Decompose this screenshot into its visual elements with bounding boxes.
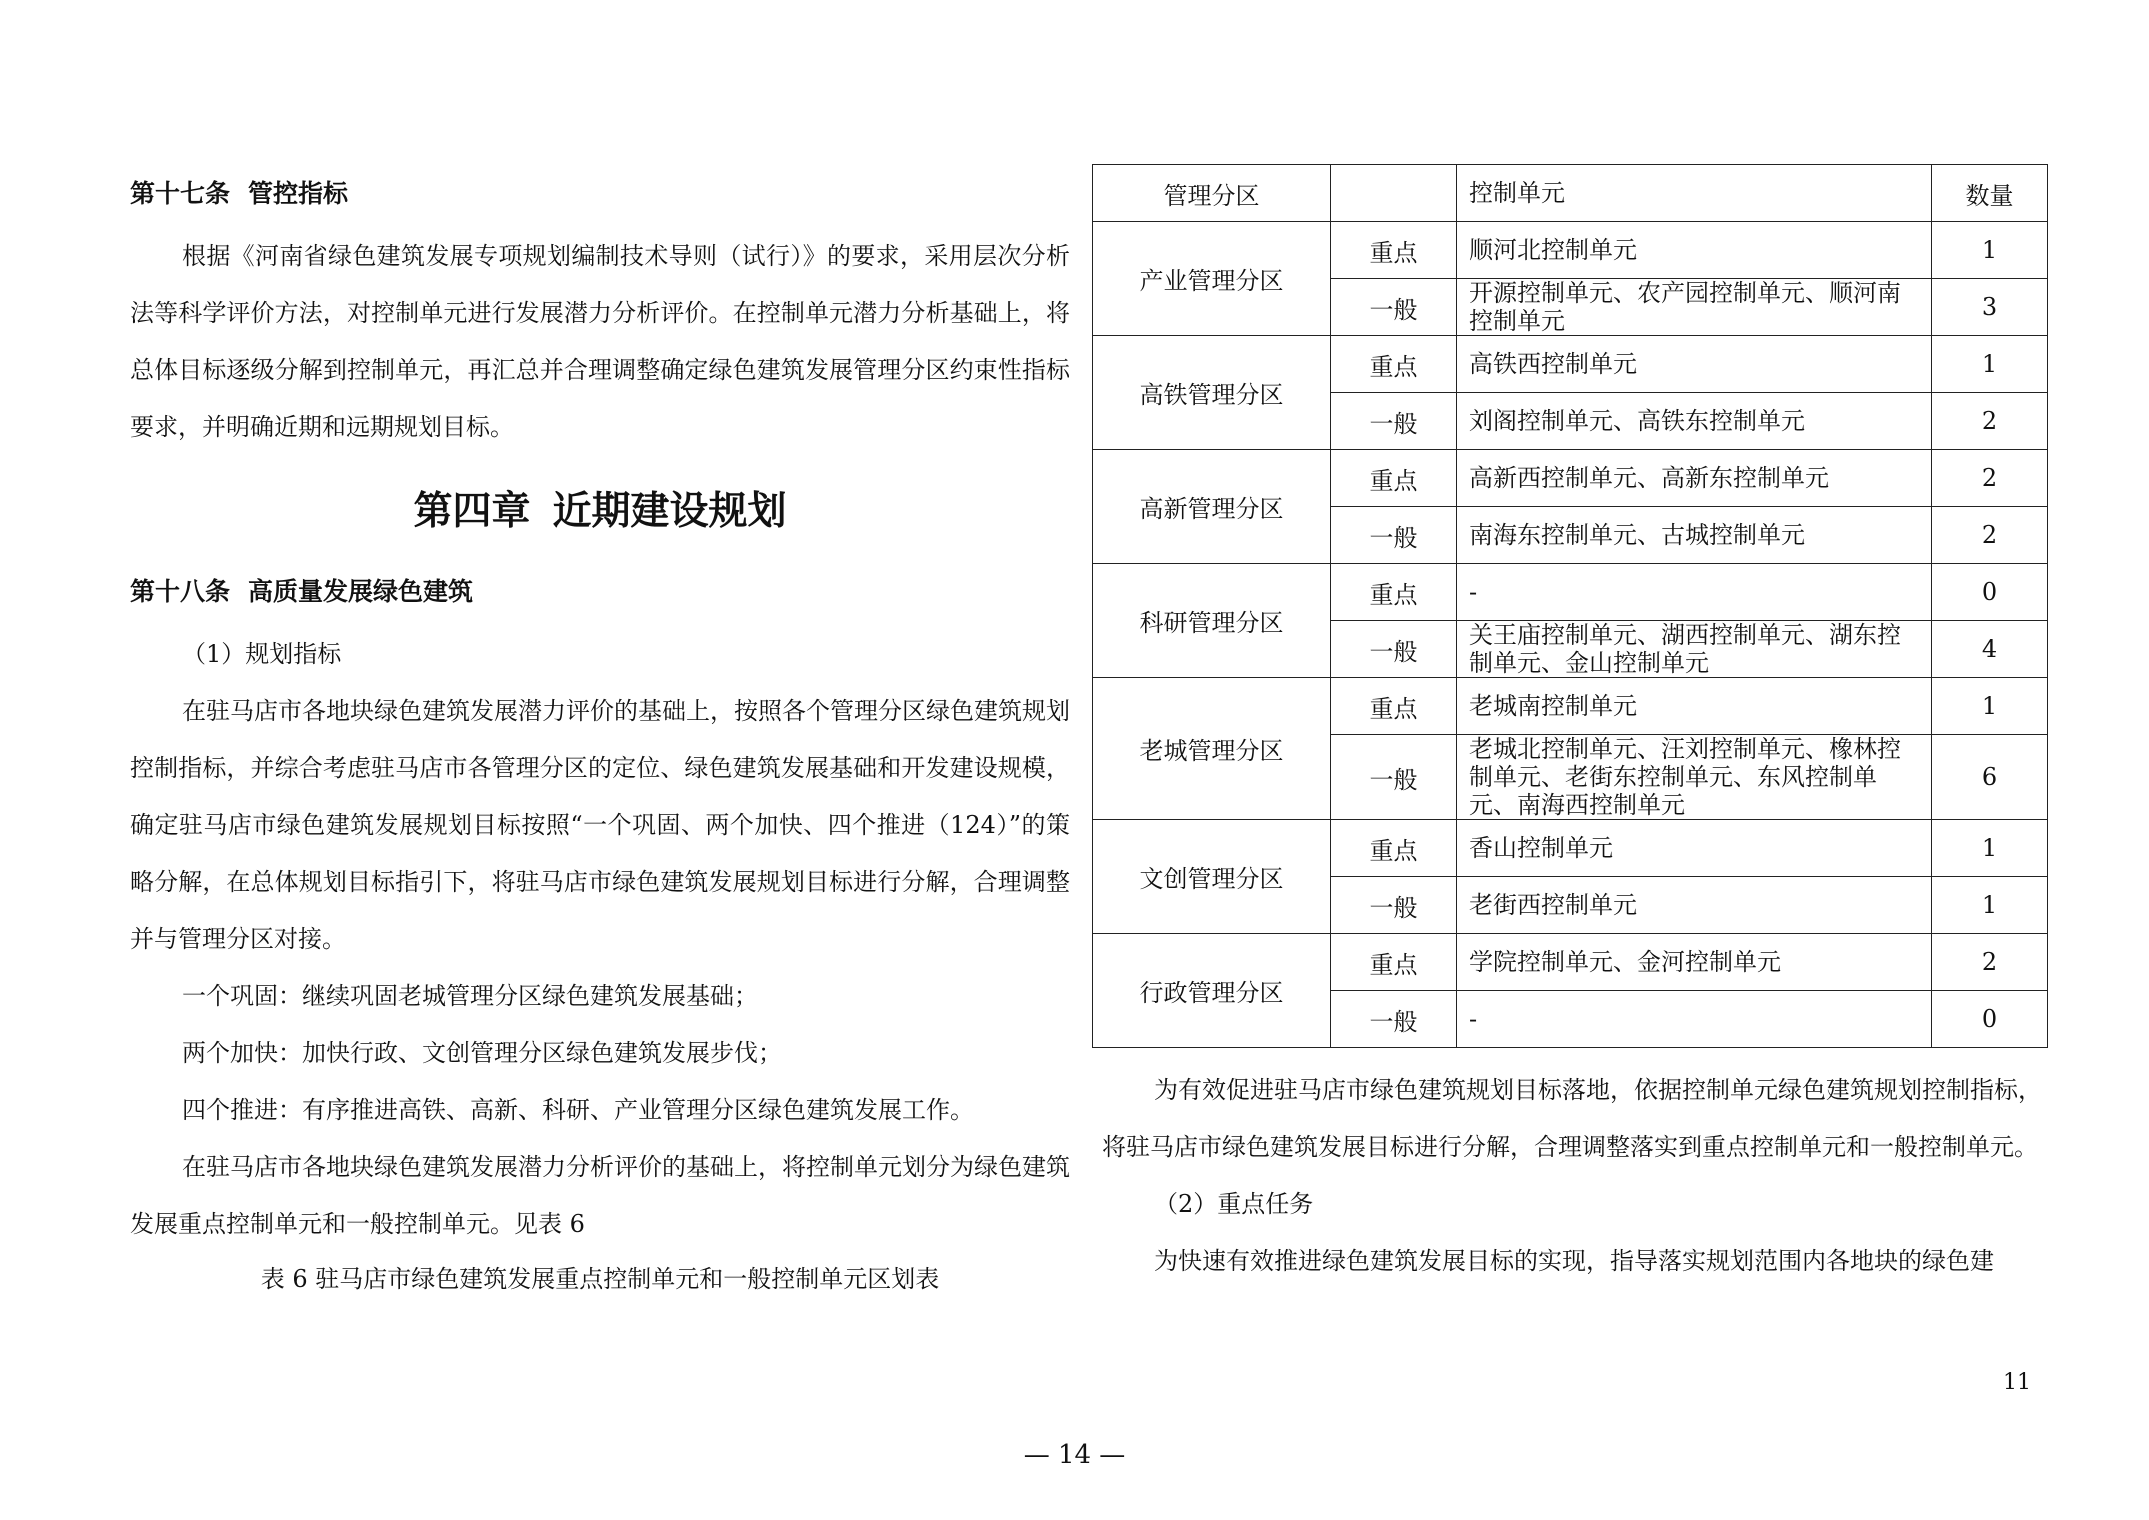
table-row [1093, 564, 2048, 621]
units-cell: 高铁西控制单元 [1457, 336, 1932, 393]
control-unit-table-wrapper [1092, 164, 2047, 1048]
units-cell: 老街西控制单元 [1457, 877, 1932, 934]
article17-title: 管控指标 [248, 179, 349, 208]
units-cell: 开源控制单元、农产园控制单元、顺河南控制单元 [1457, 279, 1932, 336]
control-unit-table [1092, 164, 2048, 1048]
units-cell: 南海东控制单元、古城控制单元 [1457, 507, 1932, 564]
level-cell: 一般 [1331, 877, 1457, 934]
zone-cell: 老城管理分区 [1093, 678, 1331, 820]
table-row [1093, 450, 2048, 507]
implementation-paragraph: 为有效促进驻马店市绿色建筑规划目标落地，依据控制单元绿色建筑规划控制指标，将驻马店市绿色建筑发展目标进行分解，合理调整落实到重点控制单元和一般控制单元。 [1102, 1076, 2042, 1161]
article17-heading [130, 174, 1070, 210]
count-cell: 2 [1932, 450, 2048, 507]
count-cell: 2 [1932, 393, 2048, 450]
level-cell: 一般 [1331, 279, 1457, 336]
zone-cell: 高新管理分区 [1093, 450, 1331, 564]
table-row [1093, 934, 2048, 991]
table-caption: 表 6 驻马店市绿色建筑发展重点控制单元和一般控制单元区划表 [260, 1265, 940, 1293]
units-cell: 关王庙控制单元、湖西控制单元、湖东控制单元、金山控制单元 [1457, 621, 1932, 678]
level-cell: 重点 [1331, 820, 1457, 877]
count-cell: 1 [1932, 222, 2048, 279]
page-number-small: 11 [2003, 1370, 2031, 1395]
chapter-heading [130, 480, 1070, 536]
units-cell: - [1457, 991, 1932, 1048]
left-column [130, 150, 1070, 1294]
level-cell: 一般 [1331, 735, 1457, 820]
level-cell: 一般 [1331, 507, 1457, 564]
strategy-item-advance: 四个推进：有序推进高铁、高新、科研、产业管理分区绿色建筑发展工作。 [182, 1096, 974, 1124]
count-cell: 1 [1932, 820, 2048, 877]
count-cell: 3 [1932, 279, 2048, 336]
level-cell: 重点 [1331, 450, 1457, 507]
table-row [1093, 820, 2048, 877]
table-row [1093, 222, 2048, 279]
units-cell: 刘阁控制单元、高铁东控制单元 [1457, 393, 1932, 450]
level-cell: 一般 [1331, 621, 1457, 678]
article17-number: 第十七条 [130, 179, 231, 208]
header-zone: 管理分区 [1093, 165, 1331, 222]
units-cell: - [1457, 564, 1932, 621]
count-cell: 1 [1932, 336, 2048, 393]
level-cell: 重点 [1331, 564, 1457, 621]
level-cell: 重点 [1331, 222, 1457, 279]
division-paragraph: 在驻马店市各地块绿色建筑发展潜力分析评价的基础上，将控制单元划分为绿色建筑发展重点控制单元和一般控制单元。见表 6 [130, 1153, 1070, 1238]
units-cell: 香山控制单元 [1457, 820, 1932, 877]
count-cell: 4 [1932, 621, 2048, 678]
article18-number: 第十八条 [130, 577, 231, 606]
count-cell: 1 [1932, 678, 2048, 735]
zone-cell: 高铁管理分区 [1093, 336, 1331, 450]
level-cell: 重点 [1331, 678, 1457, 735]
zone-cell: 文创管理分区 [1093, 820, 1331, 934]
zone-cell: 产业管理分区 [1093, 222, 1331, 336]
count-cell: 2 [1932, 507, 2048, 564]
units-cell: 老城南控制单元 [1457, 678, 1932, 735]
count-cell: 0 [1932, 564, 2048, 621]
subsection-planning-indicators: （1）规划指标 [182, 640, 342, 668]
chapter-title: 近期建设规划 [552, 489, 787, 534]
planning-paragraph: 在驻马店市各地块绿色建筑发展潜力评价的基础上，按照各个管理分区绿色建筑规划控制指标，并综合考虑驻马店市各管理分区的定位、绿色建筑发展基础和开发建设规模，确定驻马店市绿色建筑发展规划目标按照“一个巩固、两个加快、四个推进（124）”的策略分解，在总体规划目标指引下，将驻马店市绿色建筑发展规划目标进行分解，合理调整并与管理分区对接。 [130, 697, 1070, 953]
count-cell: 1 [1932, 877, 2048, 934]
strategy-item-consolidate: 一个巩固：继续巩固老城管理分区绿色建筑发展基础； [182, 982, 758, 1010]
units-cell: 高新西控制单元、高新东控制单元 [1457, 450, 1932, 507]
zone-cell: 科研管理分区 [1093, 564, 1331, 678]
right-column [1102, 1062, 2042, 1290]
units-cell: 老城北控制单元、汪刘控制单元、橡林控制单元、老街东控制单元、东风控制单元、南海西控制单元 [1457, 735, 1932, 820]
level-cell: 重点 [1331, 336, 1457, 393]
count-cell: 0 [1932, 991, 2048, 1048]
strategy-item-accelerate: 两个加快：加快行政、文创管理分区绿色建筑发展步伐； [182, 1039, 782, 1067]
header-units: 控制单元 [1457, 165, 1932, 222]
chapter-number: 第四章 [413, 489, 531, 534]
header-count: 数量 [1932, 165, 2048, 222]
table-row [1093, 678, 2048, 735]
header-level [1331, 165, 1457, 222]
article18-heading [130, 572, 1070, 608]
table-header-row [1093, 165, 2048, 222]
count-cell: 6 [1932, 735, 2048, 820]
level-cell: 一般 [1331, 991, 1457, 1048]
units-cell: 顺河北控制单元 [1457, 222, 1932, 279]
table-row [1093, 336, 2048, 393]
zone-cell: 行政管理分区 [1093, 934, 1331, 1048]
count-cell: 2 [1932, 934, 2048, 991]
page-number-bottom: — 14 — [1023, 1440, 1126, 1470]
units-cell: 学院控制单元、金河控制单元 [1457, 934, 1932, 991]
level-cell: 一般 [1331, 393, 1457, 450]
key-tasks-paragraph: 为快速有效推进绿色建筑发展目标的实现，指导落实规划范围内各地块的绿色建 [1154, 1247, 1994, 1275]
subsection-key-tasks: （2）重点任务 [1154, 1190, 1314, 1218]
article17-paragraph: 根据《河南省绿色建筑发展专项规划编制技术导则（试行）》的要求，采用层次分析法等科学评价方法，对控制单元进行发展潜力分析评价。在控制单元潜力分析基础上，将总体目标逐级分解到控制单元，再汇总并合理调整确定绿色建筑发展管理分区约束性指标要求，并明确近期和远期规划目标。 [130, 242, 1070, 441]
article18-title: 高质量发展绿色建筑 [248, 577, 474, 606]
level-cell: 重点 [1331, 934, 1457, 991]
